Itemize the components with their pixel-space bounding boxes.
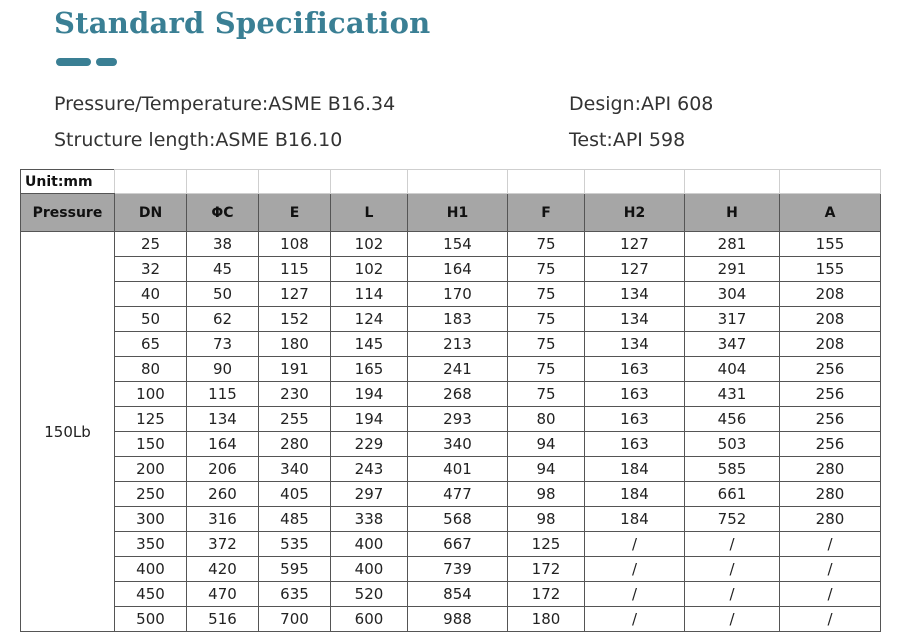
table-cell: 250 xyxy=(115,482,187,507)
table-cell: 291 xyxy=(685,257,780,282)
table-cell: 400 xyxy=(331,532,408,557)
table-cell: 108 xyxy=(259,232,331,257)
page-title: Standard Specification xyxy=(54,6,431,40)
table-cell: 134 xyxy=(585,332,685,357)
table-cell: 163 xyxy=(585,407,685,432)
table-cell: 75 xyxy=(508,307,585,332)
table-cell: 208 xyxy=(780,307,881,332)
dimension-table xyxy=(20,169,881,632)
table-cell: 280 xyxy=(259,432,331,457)
structure-length-spec: Structure length:ASME B16.10 xyxy=(54,129,343,151)
table-cell: 25 xyxy=(115,232,187,257)
table-cell: 854 xyxy=(408,582,508,607)
table-cell: 184 xyxy=(585,507,685,532)
table-cell: / xyxy=(685,582,780,607)
table-cell: 154 xyxy=(408,232,508,257)
table-cell: 155 xyxy=(780,232,881,257)
table-cell: 127 xyxy=(259,282,331,307)
table-row xyxy=(21,382,881,407)
table-cell: 180 xyxy=(259,332,331,357)
table-cell: 431 xyxy=(685,382,780,407)
table-cell: 73 xyxy=(187,332,259,357)
table-cell: / xyxy=(780,532,881,557)
table-row xyxy=(21,582,881,607)
table-cell: 477 xyxy=(408,482,508,507)
table-cell: 400 xyxy=(115,557,187,582)
table-row xyxy=(21,307,881,332)
table-cell: 280 xyxy=(780,457,881,482)
table-cell: 256 xyxy=(780,382,881,407)
column-header: ΦC xyxy=(187,194,259,232)
table-cell: 194 xyxy=(331,382,408,407)
table-cell: 420 xyxy=(187,557,259,582)
table-cell: 256 xyxy=(780,357,881,382)
table-cell: 268 xyxy=(408,382,508,407)
table-cell: / xyxy=(585,607,685,632)
table-cell: 80 xyxy=(115,357,187,382)
table-cell: / xyxy=(585,557,685,582)
table-cell: 280 xyxy=(780,482,881,507)
table-cell: 184 xyxy=(585,457,685,482)
table-cell: 456 xyxy=(685,407,780,432)
table-cell: 256 xyxy=(780,407,881,432)
column-header: H1 xyxy=(408,194,508,232)
table-cell: 62 xyxy=(187,307,259,332)
table-cell: 241 xyxy=(408,357,508,382)
table-cell: 404 xyxy=(685,357,780,382)
table-cell: 372 xyxy=(187,532,259,557)
table-cell: 485 xyxy=(259,507,331,532)
table-cell: 172 xyxy=(508,557,585,582)
table-cell: 32 xyxy=(115,257,187,282)
header-row xyxy=(21,194,881,232)
table-cell: 243 xyxy=(331,457,408,482)
table-cell: 165 xyxy=(331,357,408,382)
table-cell: 75 xyxy=(508,332,585,357)
table-cell: 340 xyxy=(259,457,331,482)
table-cell: / xyxy=(685,532,780,557)
table-row xyxy=(21,232,881,257)
column-header: A xyxy=(780,194,881,232)
table-row xyxy=(21,357,881,382)
table-cell: 401 xyxy=(408,457,508,482)
column-header: E xyxy=(259,194,331,232)
design-spec: Design:API 608 xyxy=(569,93,714,115)
table-cell: / xyxy=(585,582,685,607)
table-cell: 338 xyxy=(331,507,408,532)
table-cell: 40 xyxy=(115,282,187,307)
table-cell: 75 xyxy=(508,232,585,257)
table-cell: 208 xyxy=(780,332,881,357)
table-cell: 102 xyxy=(331,257,408,282)
table-cell: 260 xyxy=(187,482,259,507)
table-cell: 115 xyxy=(187,382,259,407)
table-cell: 350 xyxy=(115,532,187,557)
table-row xyxy=(21,557,881,582)
table-cell: 256 xyxy=(780,432,881,457)
title-underline-long xyxy=(56,58,91,66)
column-header: L xyxy=(331,194,408,232)
table-cell: 470 xyxy=(187,582,259,607)
table-cell: / xyxy=(585,532,685,557)
table-cell: 183 xyxy=(408,307,508,332)
table-cell: 520 xyxy=(331,582,408,607)
table-cell: 75 xyxy=(508,257,585,282)
table-cell: 595 xyxy=(259,557,331,582)
column-header: Pressure xyxy=(21,194,115,232)
table-cell: 163 xyxy=(585,357,685,382)
table-cell: 50 xyxy=(115,307,187,332)
column-header: H xyxy=(685,194,780,232)
column-header: F xyxy=(508,194,585,232)
table-cell: 340 xyxy=(408,432,508,457)
table-cell: 206 xyxy=(187,457,259,482)
table-cell: 280 xyxy=(780,507,881,532)
table-cell: 170 xyxy=(408,282,508,307)
unit-label: Unit:mm xyxy=(21,170,115,194)
table-cell: 293 xyxy=(408,407,508,432)
table-cell: 450 xyxy=(115,582,187,607)
table-cell: 164 xyxy=(408,257,508,282)
table-cell: / xyxy=(685,557,780,582)
table-cell: 115 xyxy=(259,257,331,282)
table-cell: 568 xyxy=(408,507,508,532)
table-row xyxy=(21,432,881,457)
table-cell: 600 xyxy=(331,607,408,632)
table-cell: 667 xyxy=(408,532,508,557)
table-row xyxy=(21,482,881,507)
table-cell: 230 xyxy=(259,382,331,407)
table-cell: 50 xyxy=(187,282,259,307)
table-cell: 317 xyxy=(685,307,780,332)
table-row xyxy=(21,282,881,307)
table-cell: 100 xyxy=(115,382,187,407)
table-row xyxy=(21,607,881,632)
table-cell: 134 xyxy=(585,307,685,332)
table-row xyxy=(21,407,881,432)
table-cell: 739 xyxy=(408,557,508,582)
table-cell: 94 xyxy=(508,457,585,482)
table-cell: 229 xyxy=(331,432,408,457)
column-header: DN xyxy=(115,194,187,232)
table-cell: / xyxy=(685,607,780,632)
table-cell: 700 xyxy=(259,607,331,632)
table-cell: 38 xyxy=(187,232,259,257)
table-cell: 145 xyxy=(331,332,408,357)
table-cell: 102 xyxy=(331,232,408,257)
table-cell: 172 xyxy=(508,582,585,607)
table-cell: 405 xyxy=(259,482,331,507)
table-cell: 90 xyxy=(187,357,259,382)
table-cell: 400 xyxy=(331,557,408,582)
table-cell: 65 xyxy=(115,332,187,357)
table-cell: 75 xyxy=(508,282,585,307)
table-cell: 80 xyxy=(508,407,585,432)
table-cell: 297 xyxy=(331,482,408,507)
test-spec: Test:API 598 xyxy=(569,129,686,151)
table-cell: 98 xyxy=(508,482,585,507)
table-cell: 281 xyxy=(685,232,780,257)
table-row xyxy=(21,507,881,532)
table-cell: 535 xyxy=(259,532,331,557)
table-cell: 752 xyxy=(685,507,780,532)
table-cell: 208 xyxy=(780,282,881,307)
unit-row xyxy=(21,170,881,194)
table-cell: 191 xyxy=(259,357,331,382)
table-cell: 75 xyxy=(508,382,585,407)
table-cell: 127 xyxy=(585,257,685,282)
table-cell: 163 xyxy=(585,382,685,407)
table-cell: 124 xyxy=(331,307,408,332)
title-underline-short xyxy=(96,58,117,66)
table-row xyxy=(21,332,881,357)
column-header: H2 xyxy=(585,194,685,232)
table-cell: 316 xyxy=(187,507,259,532)
table-row xyxy=(21,457,881,482)
table-cell: 200 xyxy=(115,457,187,482)
table-cell: 304 xyxy=(685,282,780,307)
table-cell: 114 xyxy=(331,282,408,307)
table-cell: 988 xyxy=(408,607,508,632)
table-cell: 75 xyxy=(508,357,585,382)
table-cell: 194 xyxy=(331,407,408,432)
pressure-class-cell: 150Lb xyxy=(21,232,115,632)
table-cell: 516 xyxy=(187,607,259,632)
table-cell: 134 xyxy=(187,407,259,432)
table-cell: 98 xyxy=(508,507,585,532)
table-row xyxy=(21,257,881,282)
table-cell: 45 xyxy=(187,257,259,282)
table-cell: / xyxy=(780,607,881,632)
table-cell: 127 xyxy=(585,232,685,257)
table-cell: 125 xyxy=(115,407,187,432)
table-cell: 661 xyxy=(685,482,780,507)
table-cell: 300 xyxy=(115,507,187,532)
table-cell: 585 xyxy=(685,457,780,482)
table-cell: 500 xyxy=(115,607,187,632)
table-cell: 213 xyxy=(408,332,508,357)
table-cell: 347 xyxy=(685,332,780,357)
table-cell: 503 xyxy=(685,432,780,457)
table-cell: 94 xyxy=(508,432,585,457)
table-cell: 125 xyxy=(508,532,585,557)
table-cell: 163 xyxy=(585,432,685,457)
table-row xyxy=(21,532,881,557)
table-cell: 635 xyxy=(259,582,331,607)
table-cell: 134 xyxy=(585,282,685,307)
table-cell: 155 xyxy=(780,257,881,282)
table-cell: 152 xyxy=(259,307,331,332)
table-cell: 180 xyxy=(508,607,585,632)
pressure-temperature-spec: Pressure/Temperature:ASME B16.34 xyxy=(54,93,396,115)
table-cell: / xyxy=(780,557,881,582)
table-cell: 184 xyxy=(585,482,685,507)
table-cell: 164 xyxy=(187,432,259,457)
table-cell: 255 xyxy=(259,407,331,432)
table-cell: 150 xyxy=(115,432,187,457)
table-cell: / xyxy=(780,582,881,607)
